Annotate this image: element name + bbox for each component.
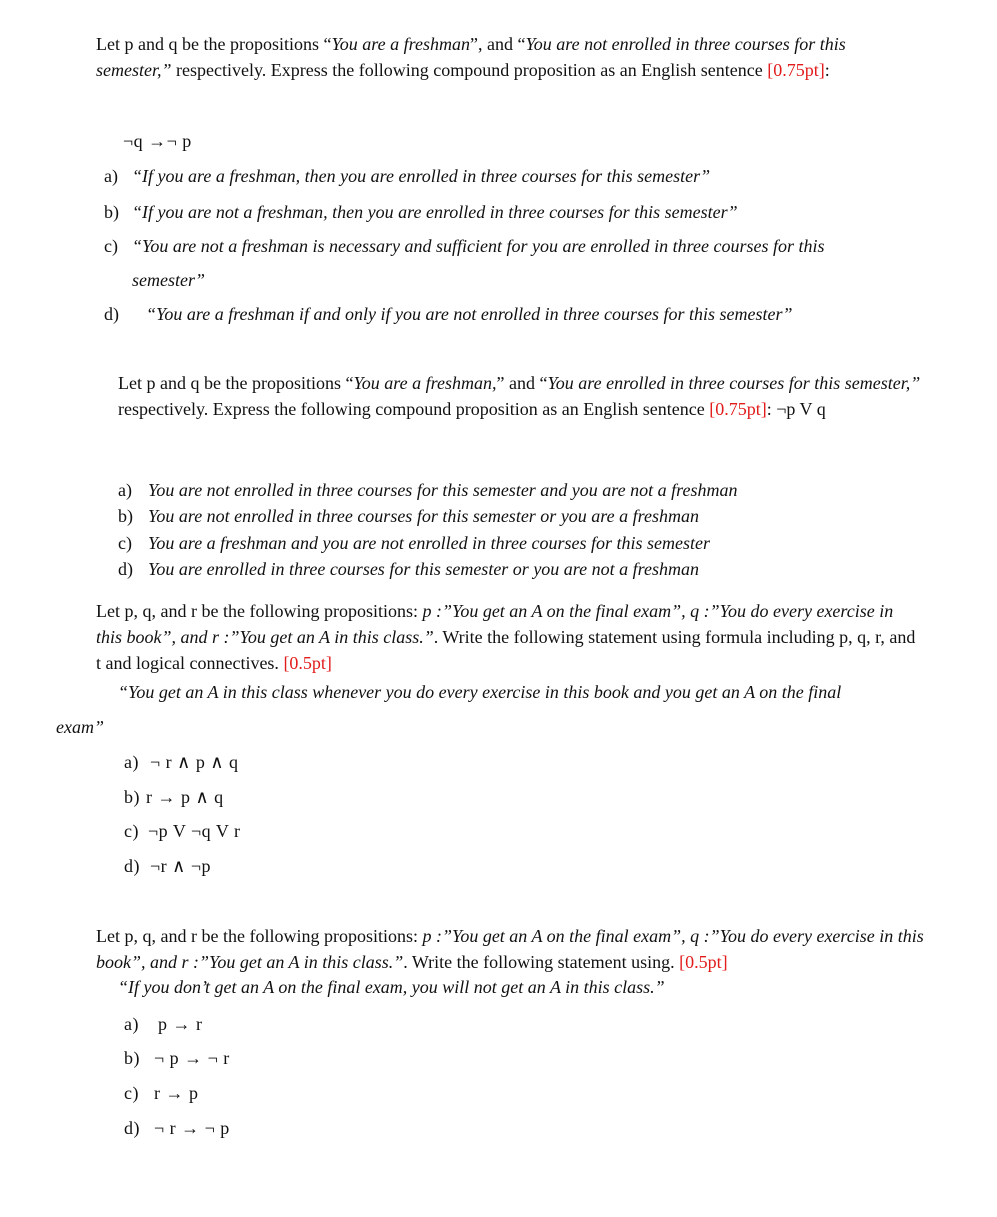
q1-option-a: a) “If you are a freshman, then you are enrolled in three courses for this semester” [104, 166, 711, 186]
q1-option-c: c) “You are not a freshman is necessary and sufficient for you are enrolled in three courses for this [104, 236, 825, 256]
q3-option-a: a) ¬ r ∧ p ∧ q [124, 752, 239, 772]
q1-option-d: d) “You are a freshman if and only if you are not enrolled in three courses for this semester” [104, 304, 793, 324]
q2-option-c: c) You are a freshman and you are not enrolled in three courses for this semester [118, 533, 710, 553]
q1-points: [0.75pt] [767, 60, 825, 80]
q2-stem: Let p and q be the propositions “You are a freshman,” and “You are enrolled in three courses for this semester,” respectively. Express the following compound proposition as an English sentence [0.75pt]: ¬p V q [118, 373, 921, 419]
q3-quote-end: exam” [56, 717, 104, 737]
q4-points: [0.5pt] [679, 952, 728, 972]
q3-stem: Let p, q, and r be the following propositions: p :”You get an A on the final exam”, q :”You do every exercise in this book”, and r :”You get an A in this class.”. Write the following statement using formula including p, q, r, and t and logical connectives. [0.5pt] [96, 601, 916, 673]
q2-option-a: a) You are not enrolled in three courses for this semester and you are not a freshman [118, 480, 738, 500]
q3-option-d: d) ¬r ∧ ¬p [124, 856, 211, 876]
q4-option-a: a) p → r [124, 1014, 203, 1034]
q1-option-b: b) “If you are not a freshman, then you are enrolled in three courses for this semester” [104, 202, 738, 222]
q3-quote: “You get an A in this class whenever you do every exercise in this book and you get an A on the final [118, 682, 842, 702]
q2-option-b: b) You are not enrolled in three courses for this semester or you are a freshman [118, 506, 699, 526]
q1-formula: ¬q →¬ p [123, 131, 192, 151]
q1-option-c-cont: semester” [132, 270, 205, 290]
q2-option-d: d) You are enrolled in three courses for this semester or you are not a freshman [118, 559, 699, 579]
q1-stem: Let p and q be the propositions “You are a freshman”, and “You are not enrolled in three courses for this semester,” respectively. Express the following compound proposition as an English sentence [0.75pt]: [96, 34, 846, 80]
q3-points: [0.5pt] [283, 653, 332, 673]
q4-option-c: c) r → p [124, 1083, 199, 1103]
q4-quote: “If you don’t get an A on the final exam, you will not get an A in this class.” [118, 977, 665, 997]
q4-option-b: b) ¬ p → ¬ r [124, 1048, 230, 1068]
q4-stem: Let p, q, and r be the following propositions: p :”You get an A on the final exam”, q :”You do every exercise in this book”, and r :”You get an A in this class.”. Write the following statement using. [0.5pt] [96, 926, 924, 972]
q4-option-d: d) ¬ r → ¬ p [124, 1118, 230, 1138]
q3-option-b: b) r → p ∧ q [124, 787, 224, 807]
q2-points: [0.75pt] [709, 399, 767, 419]
q3-option-c: c) ¬p V ¬q V r [124, 821, 241, 841]
